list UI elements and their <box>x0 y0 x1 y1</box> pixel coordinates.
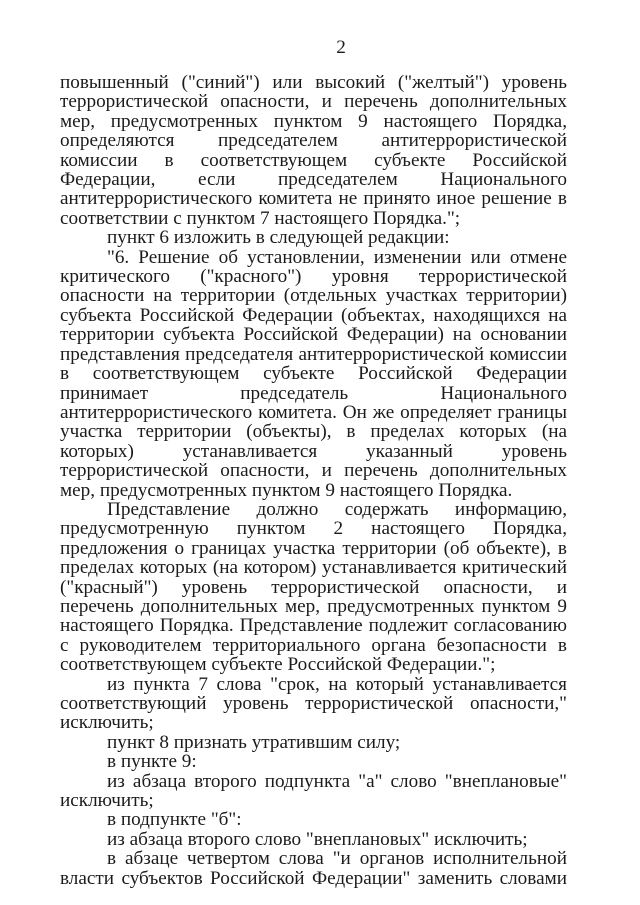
paragraph: в пункте 9: <box>107 751 197 773</box>
page-number: 2 <box>336 37 346 58</box>
paragraph: пункт 8 признать утратившим силу; <box>107 731 401 753</box>
paragraph: в подпункте "б": <box>107 809 242 831</box>
paragraph: из абзаца второго слово "внеплановых" исключить; <box>107 828 528 850</box>
paragraph: "6. Решение об установлении, изменении или отмене критического ("красного") уровня террористической опасности на территории (отдельных участках территории) субъекта Российской Федерации (объектах, находящихся на территории субъекта Российской Федерации) на основании представления председателя антитеррористической комиссии в соответствующем субъекте Российской Федерации принимает председатель Национального антитеррористического комитета. Он же определяет границы участка территории (объекты), в пределах которых (на которых) устанавливается указанный уровень террористической опасности, и перечень дополнительных мер, предусмотренных пунктом 9 настоящего Порядка. <box>60 246 567 501</box>
body-text <box>60 73 567 888</box>
paragraph: пункт 6 изложить в следующей редакции: <box>107 227 450 249</box>
paragraph: из пункта 7 слова "срок, на который устанавливается соответствующий уровень террористической опасности," исключить; <box>60 673 567 734</box>
paragraph: повышенный ("синий") или высокий ("желтый") уровень террористической опасности, и перечень дополнительных мер, предусмотренных пунктом 9 настоящего Порядка, определяются председателем антитеррористической комиссии в соответствующем субъекте Российской Федерации, если председателем Национального антитеррористического комитета не принято иное решение в соответствии с пунктом 7 настоящего Порядка."; <box>60 72 567 229</box>
paragraph: Представление должно содержать информацию, предусмотренную пунктом 2 настоящего Порядка, предложения о границах участка территории (об объекте), в пределах которых (на котором) устанавливается критический ("красный") уровень террористической опасности, и перечень дополнительных мер, предусмотренных пунктом 9 настоящего Порядка. Представление подлежит согласованию с руководителем территориального органа безопасности в соответствующем субъекте Российской Федерации."; <box>60 498 567 676</box>
paragraph: в абзаце четвертом слова "и органов исполнительной власти субъектов Российской Федерации" заменить словами <box>60 848 567 889</box>
paragraph: из абзаца второго подпункта "а" слово "внеплановые" исключить; <box>60 770 567 812</box>
